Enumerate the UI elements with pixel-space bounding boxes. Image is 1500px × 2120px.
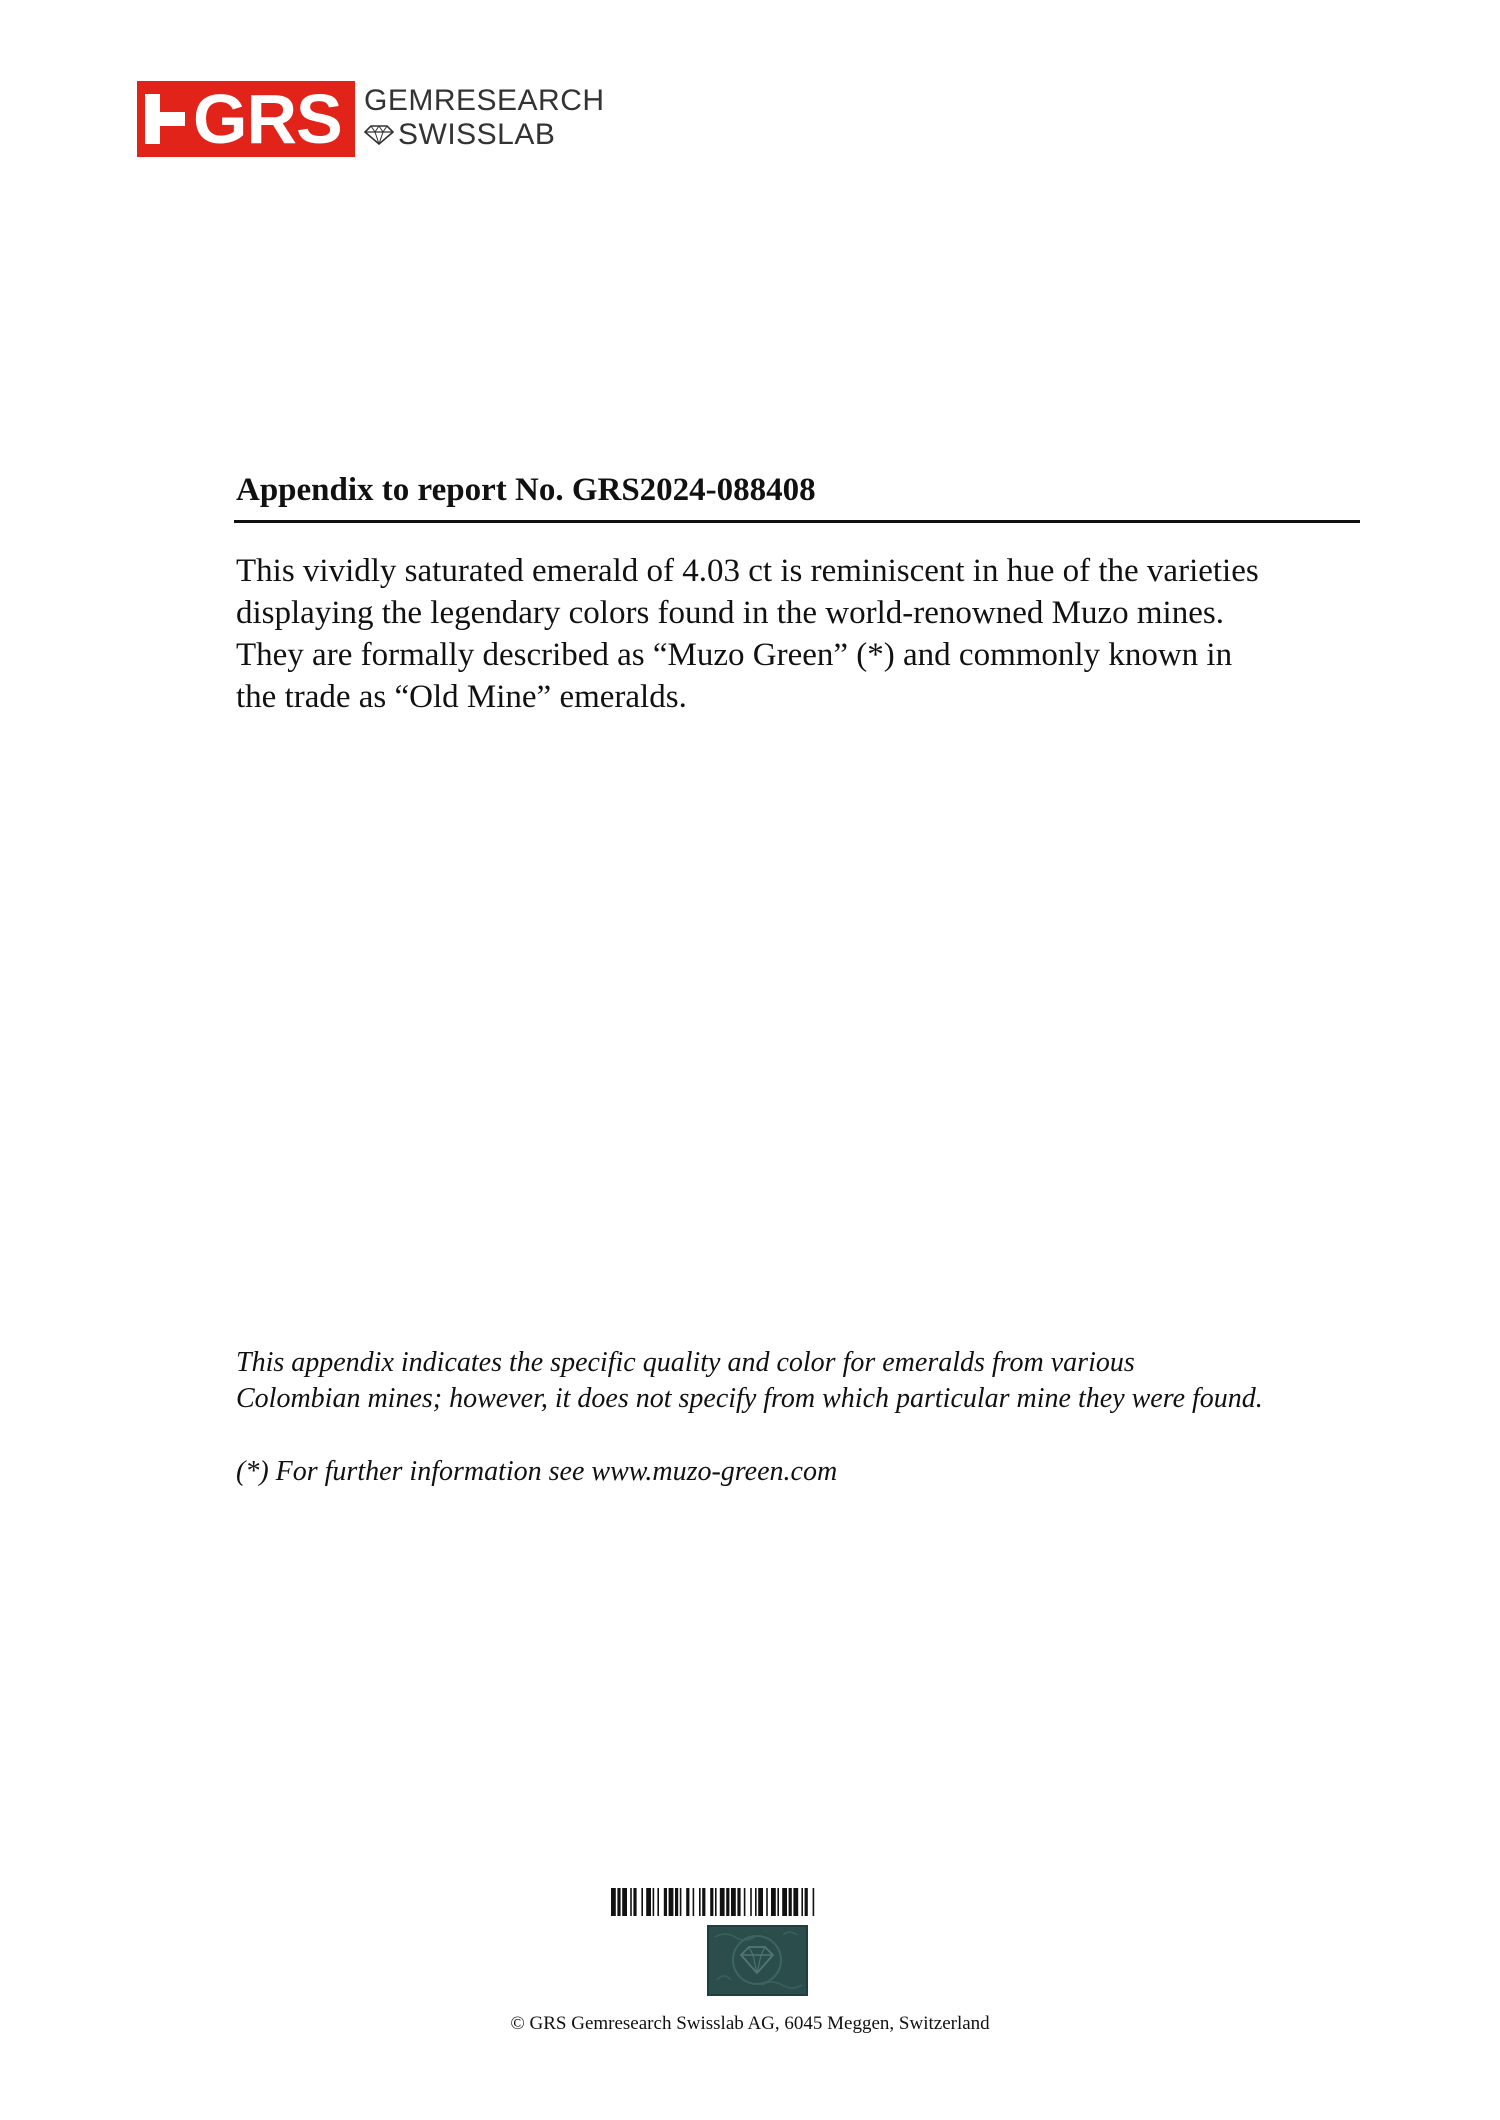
- barcode-bar: [646, 1888, 651, 1916]
- barcode-bar: [731, 1888, 736, 1916]
- disclaimer-line: Colombian mines; however, it does not specify from which particular mine they were found.: [236, 1383, 1263, 1414]
- barcode-bar: [633, 1888, 636, 1916]
- barcode-bar: [766, 1888, 768, 1916]
- barcode-bar: [680, 1888, 682, 1916]
- logo-line-1: GEMRESEARCH: [364, 84, 605, 117]
- barcode-bar: [813, 1888, 815, 1916]
- barcode-bar: [805, 1888, 808, 1916]
- disclaimer-note: [236, 1345, 1376, 1417]
- barcode-bar: [702, 1888, 705, 1916]
- barcode-bar: [755, 1888, 757, 1916]
- logo-mark-text: GRS: [193, 80, 342, 158]
- paragraph-line: This vividly saturated emerald of 4.03 ct is reminiscent in hue of the varieties: [236, 553, 1259, 589]
- grs-logo: [137, 81, 607, 157]
- barcode-bar: [793, 1888, 798, 1916]
- logo-line-2: SWISSLAB: [398, 118, 556, 151]
- swiss-cross-icon: [145, 94, 185, 144]
- barcode-bar: [789, 1888, 792, 1916]
- barcode-bar: [710, 1888, 713, 1916]
- barcode-bar: [622, 1888, 627, 1916]
- barcode-bar: [777, 1888, 779, 1916]
- barcode-bar: [699, 1888, 701, 1916]
- logo-line-2-wrap: [364, 119, 555, 151]
- further-info-note: (*) For further information see www.muzo-green.com: [236, 1456, 838, 1487]
- barcode-bar: [686, 1888, 689, 1916]
- hologram-seal-icon: [707, 1925, 808, 1996]
- barcode-bar: [617, 1888, 620, 1916]
- paragraph-line: They are formally described as “Muzo Green” (*) and commonly known in: [236, 637, 1233, 673]
- barcode-bar: [782, 1888, 787, 1916]
- barcode-bar: [758, 1888, 763, 1916]
- barcode-bar: [726, 1888, 729, 1916]
- disclaimer-line: This appendix indicates the specific quality and color for emeralds from various: [236, 1347, 1135, 1378]
- barcode-icon: [611, 1888, 913, 1916]
- appendix-paragraph: [236, 550, 1366, 718]
- diamond-icon: [364, 125, 394, 145]
- barcode-bar: [641, 1888, 643, 1916]
- barcode-bar: [750, 1888, 752, 1916]
- barcode-bar: [669, 1888, 674, 1916]
- barcode-bar: [771, 1888, 776, 1916]
- grs-logo-mark: [137, 81, 355, 157]
- barcode-bar: [720, 1888, 725, 1916]
- barcode-bar: [801, 1888, 803, 1916]
- barcode-bar: [744, 1888, 746, 1916]
- barcode-bar: [653, 1888, 655, 1916]
- barcode-bar: [737, 1888, 740, 1916]
- barcode-bar: [675, 1888, 678, 1916]
- barcode-bar: [715, 1888, 717, 1916]
- copyright-footer: © GRS Gemresearch Swisslab AG, 6045 Meggen, Switzerland: [510, 2013, 990, 2034]
- paragraph-line: displaying the legendary colors found in the world-renowned Muzo mines.: [236, 595, 1224, 631]
- barcode-bar: [664, 1888, 667, 1916]
- page-title: Appendix to report No. GRS2024-088408: [236, 472, 816, 508]
- title-divider: [234, 520, 1360, 523]
- barcode-bar: [611, 1888, 616, 1916]
- barcode-bar: [693, 1888, 695, 1916]
- barcode-bar: [630, 1888, 632, 1916]
- barcode-bar: [657, 1888, 659, 1916]
- paragraph-line: the trade as “Old Mine” emeralds.: [236, 679, 687, 715]
